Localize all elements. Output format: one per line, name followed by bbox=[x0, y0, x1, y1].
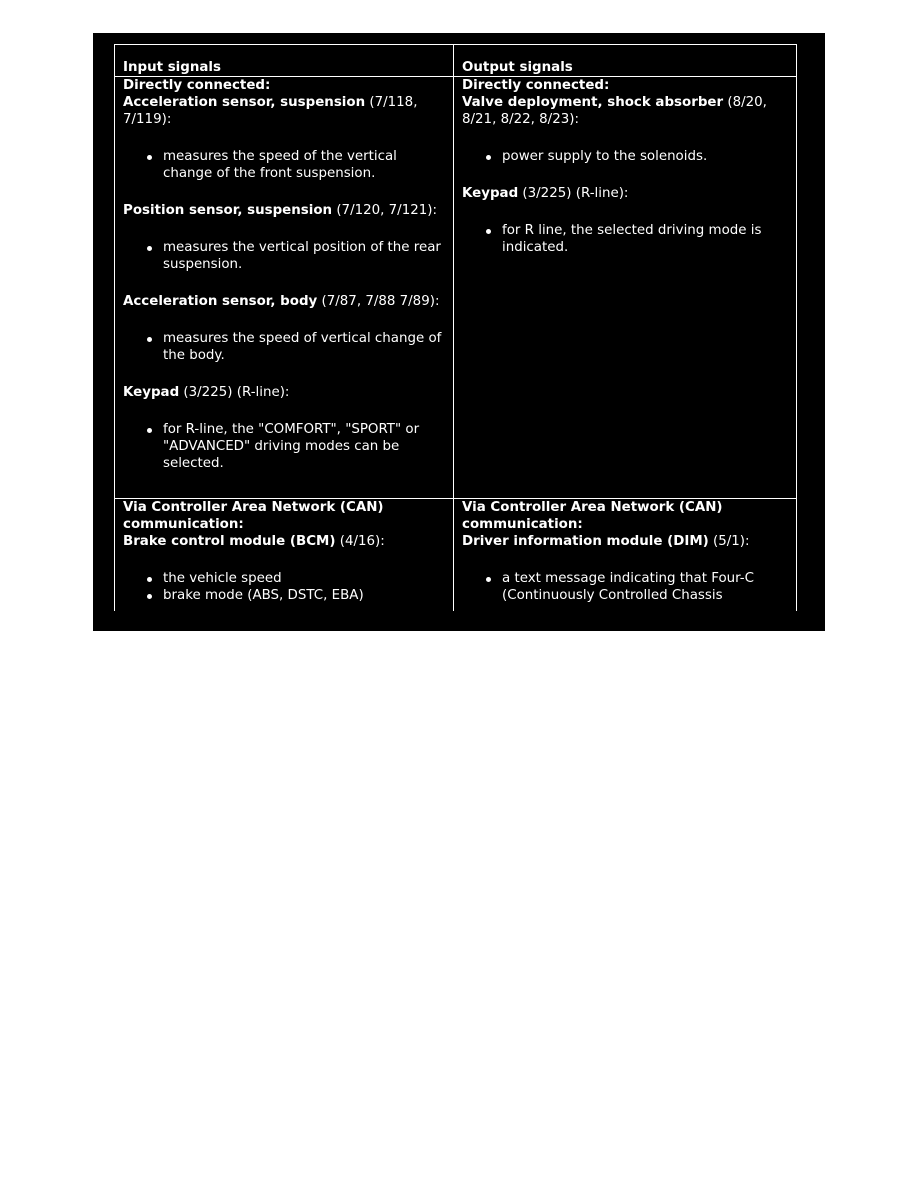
direct-output-cell bbox=[454, 77, 794, 498]
list-item: the vehicle speed bbox=[163, 570, 445, 587]
can-output-cell bbox=[454, 499, 794, 611]
signal-source: Brake control module (BCM) (4/16): bbox=[123, 534, 385, 549]
list-item: power supply to the solenoids. bbox=[502, 148, 786, 165]
section-title: Directly connected: bbox=[462, 78, 610, 93]
bullet-list bbox=[462, 570, 786, 604]
list-item: for R-line, the "COMFORT", "SPORT" or "ADVANCED" driving modes can be selected. bbox=[163, 421, 445, 472]
list-item: brake mode (ABS, DSTC, EBA) bbox=[163, 587, 445, 604]
list-item: measures the vertical position of the rear suspension. bbox=[163, 239, 445, 273]
section-title: Via Controller Area Network (CAN) communication: bbox=[462, 500, 723, 532]
input-signals-header: Input signals bbox=[115, 45, 454, 76]
bullet-list bbox=[462, 222, 786, 256]
list-item: measures the speed of vertical change of the body. bbox=[163, 330, 445, 364]
signal-target: Driver information module (DIM) (5/1): bbox=[462, 534, 750, 549]
direct-input-cell bbox=[115, 77, 454, 498]
signal-source: Keypad (3/225) (R-line): bbox=[123, 385, 290, 400]
bullet-list bbox=[123, 239, 445, 273]
bullet-list bbox=[123, 570, 445, 604]
bullet-list bbox=[123, 148, 445, 182]
signals-table bbox=[114, 44, 797, 611]
signal-target: Valve deployment, shock absorber (8/20, 8/21, 8/22, 8/23): bbox=[462, 95, 767, 127]
direct-connection-row bbox=[115, 76, 796, 498]
list-item: measures the speed of the vertical change of the front suspension. bbox=[163, 148, 445, 182]
document-panel bbox=[93, 33, 825, 631]
signal-source: Acceleration sensor, suspension (7/118, 7/119): bbox=[123, 95, 418, 127]
output-signals-header: Output signals bbox=[462, 60, 573, 75]
list-item: for R line, the selected driving mode is indicated. bbox=[502, 222, 786, 256]
signal-source: Acceleration sensor, body (7/87, 7/88 7/89): bbox=[123, 294, 440, 309]
section-title: Directly connected: bbox=[123, 78, 271, 93]
bullet-list bbox=[462, 148, 786, 165]
signal-source: Position sensor, suspension (7/120, 7/121): bbox=[123, 203, 437, 218]
header-row bbox=[115, 45, 796, 76]
can-input-cell bbox=[115, 499, 454, 611]
bullet-list bbox=[123, 330, 445, 364]
signal-target: Keypad (3/225) (R-line): bbox=[462, 186, 629, 201]
can-communication-row bbox=[115, 498, 796, 611]
section-title: Via Controller Area Network (CAN) communication: bbox=[123, 500, 384, 532]
bullet-list bbox=[123, 421, 445, 472]
list-item: a text message indicating that Four-C (Continuously Controlled Chassis bbox=[502, 570, 786, 604]
